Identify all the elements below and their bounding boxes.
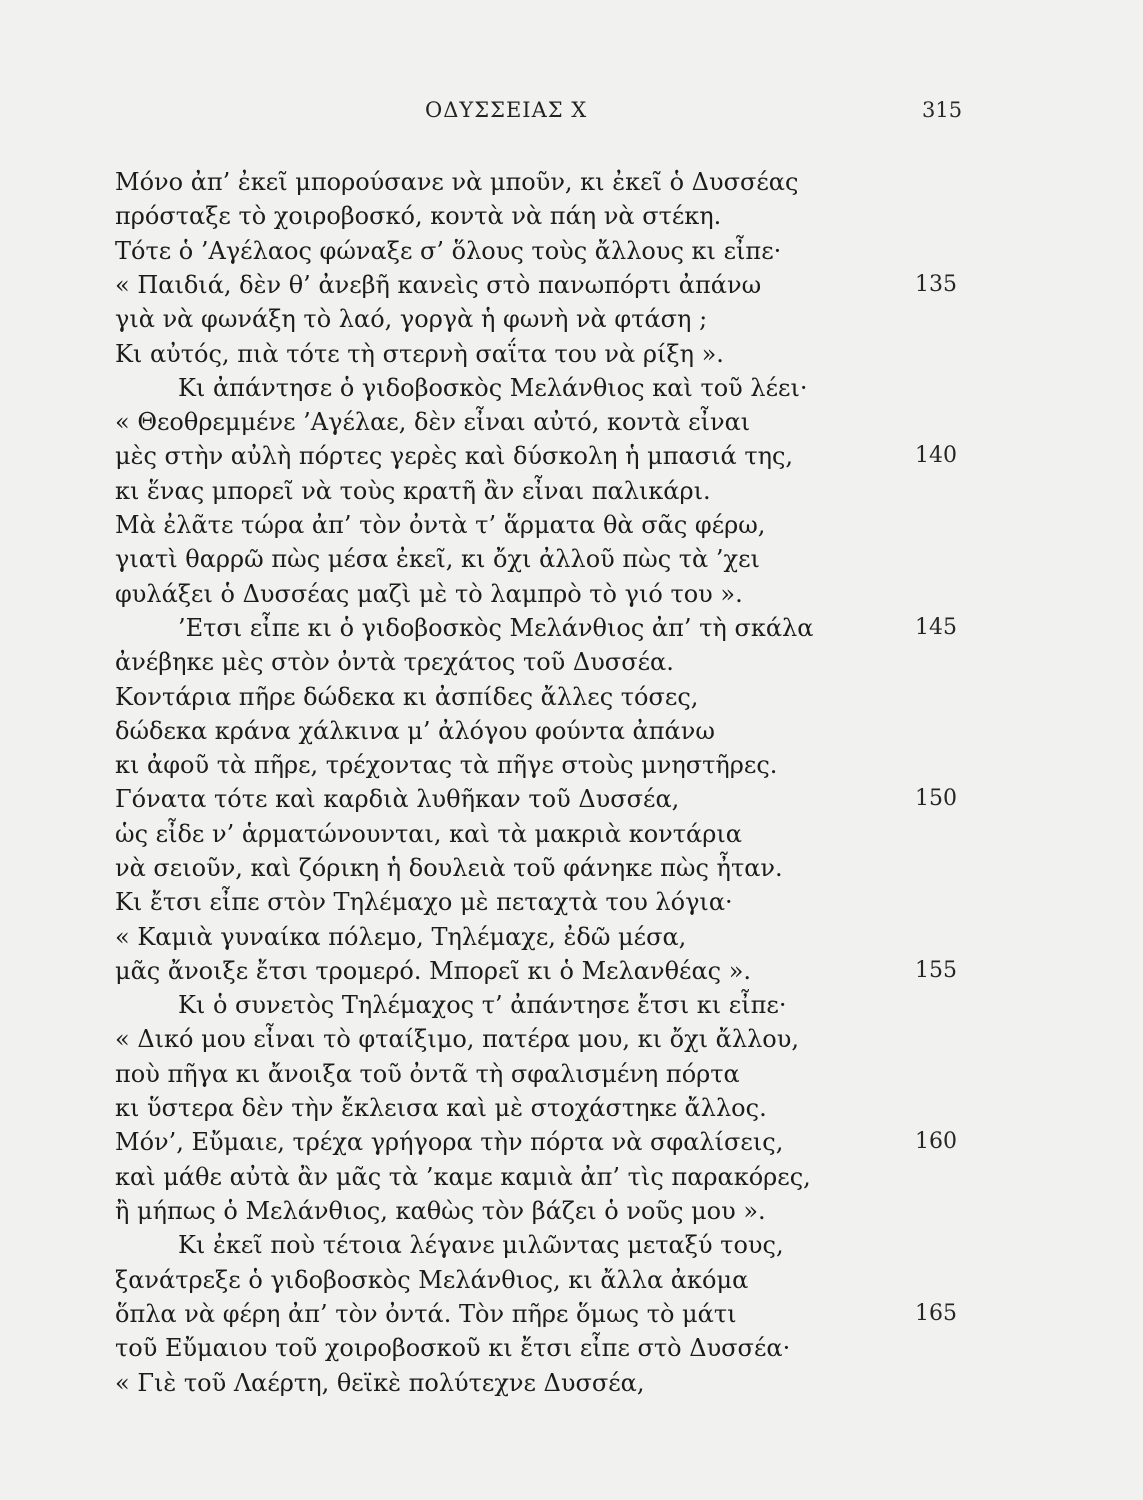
running-title: ΟΔΥΣΣΕΙΑΣ Χ <box>425 98 588 122</box>
verse-line: δώδεκα κράνα χάλκινα μ’ ἀλόγου φούντα ἀπάνω <box>115 717 715 745</box>
verse-line: ἢ μήπως ὁ Μελάνθιος, καθὼς τὸν βάζει ὁ νοῦς μου ». <box>115 1197 766 1225</box>
verse-line: φυλάξει ὁ Δυσσέας μαζὶ μὲ τὸ λαμπρὸ τὸ γιό του ». <box>115 580 743 608</box>
verse-line: Κι ὁ συνετὸς Τηλέμαχος τ’ ἀπάντησε ἔτσι κι εἶπε· <box>178 991 787 1019</box>
verse-line: κι ἕνας μπορεῖ νὰ τοὺς κρατῆ ἂν εἶναι παλικάρι. <box>115 477 711 505</box>
verse-line: ὅπλα νὰ φέρη ἀπ’ τὸν ὀντά. Τὸν πῆρε ὅμως τὸ μάτι <box>115 1300 737 1328</box>
verse-line: γιατὶ θαρρῶ πὼς μέσα ἐκεῖ, κι ὄχι ἀλλοῦ πὼς τὰ ’χει <box>115 545 760 573</box>
line-number: 140 <box>915 443 957 468</box>
verse-line: Μόν’, Εὔμαιε, τρέχα γρήγορα τὴν πόρτα νὰ σφαλίσεις, <box>115 1128 784 1156</box>
page-header <box>0 98 1143 134</box>
line-number: 135 <box>915 272 957 297</box>
verse-line: νὰ σειοῦν, καὶ ζόρικη ἡ δουλειὰ τοῦ φάνηκε πὼς ἦταν. <box>115 854 783 882</box>
verse-line: Κοντάρια πῆρε δώδεκα κι ἀσπίδες ἄλλες τόσες, <box>115 683 699 711</box>
verse-line: Κι αὐτός, πιὰ τότε τὴ στερνὴ σαΐτα του νὰ ρίξη ». <box>115 340 724 368</box>
verse-line: ’Ετσι εἶπε κι ὁ γιδοβοσκὸς Μελάνθιος ἀπ’ τὴ σκάλα <box>178 614 814 642</box>
verse-line: πρόσταξε τὸ χοιροβοσκό, κοντὰ νὰ πάη νὰ στέκη. <box>115 202 722 230</box>
verse-line: ὡς εἶδε ν’ ἁρματώνουνται, καὶ τὰ μακριὰ κοντάρια <box>115 820 742 848</box>
line-number: 145 <box>915 615 957 640</box>
verse-line: ἀνέβηκε μὲς στὸν ὀντὰ τρεχάτος τοῦ Δυσσέα. <box>115 648 674 676</box>
verse-line: « Δικό μου εἶναι τὸ φταίξιμο, πατέρα μου, κι ὄχι ἄλλου, <box>115 1025 799 1053</box>
verse-line: καὶ μάθε αὐτὰ ἂν μᾶς τὰ ’καμε καμιὰ ἀπ’ τὶς παρακόρες, <box>115 1163 811 1191</box>
verse-line: γιὰ νὰ φωνάξη τὸ λαό, γοργὰ ἡ φωνὴ νὰ φτάση ; <box>115 305 708 333</box>
verse-line: Κι ἐκεῖ ποὺ τέτοια λέγανε μιλῶντας μεταξύ τους, <box>178 1231 784 1259</box>
verse-line: « Γιὲ τοῦ Λαέρτη, θεϊκὲ πολύτεχνε Δυσσέα, <box>115 1369 645 1397</box>
verse-line: « Θεοθρεμμένε ’Αγέλαε, δὲν εἶναι αὐτό, κοντὰ εἶναι <box>115 408 751 436</box>
verse-line: Μόνο ἀπ’ ἐκεῖ μπορούσανε νὰ μποῦν, κι ἐκεῖ ὁ Δυσσέας <box>115 168 799 196</box>
verse-line: μὲς στὴν αὐλὴ πόρτες γερὲς καὶ δύσκολη ἡ μπασιά της, <box>115 442 794 470</box>
verse-line: μᾶς ἄνοιξε ἔτσι τρομερό. Μπορεῖ κι ὁ Μελανθέας ». <box>115 957 752 985</box>
verse-line: κι ὕστερα δὲν τὴν ἔκλεισα καὶ μὲ στοχάστηκε ἄλλος. <box>115 1094 767 1122</box>
line-number: 160 <box>915 1129 957 1154</box>
line-number: 155 <box>915 958 957 983</box>
verse-line: ξανάτρεξε ὁ γιδοβοσκὸς Μελάνθιος, κι ἄλλα ἀκόμα <box>115 1266 749 1294</box>
verse-line: « Παιδιά, δὲν θ’ ἀνεβῆ κανεὶς στὸ πανωπόρτι ἀπάνω <box>115 271 762 299</box>
line-number: 165 <box>915 1301 957 1326</box>
verse-line: Μὰ ἐλᾶτε τώρα ἀπ’ τὸν ὀντὰ τ’ ἅρματα θὰ σᾶς φέρω, <box>115 511 766 539</box>
verse-line: ποὺ πῆγα κι ἄνοιξα τοῦ ὀντᾶ τὴ σφαλισμένη πόρτα <box>115 1060 740 1088</box>
verse-line: Κι ἔτσι εἶπε στὸν Τηλέμαχο μὲ πεταχτὰ του λόγια· <box>115 888 733 916</box>
verse-line: κι ἀφοῦ τὰ πῆρε, τρέχοντας τὰ πῆγε στοὺς μνηστῆρες. <box>115 751 778 779</box>
verse-line: Γόνατα τότε καὶ καρδιὰ λυθῆκαν τοῦ Δυσσέα, <box>115 785 680 813</box>
verse-line: τοῦ Εὔμαιου τοῦ χοιροβοσκοῦ κι ἔτσι εἶπε στὸ Δυσσέα· <box>115 1334 791 1362</box>
page-number: 315 <box>922 98 963 122</box>
verse-line: Τότε ὁ ’Αγέλαος φώναξε σ’ ὅλους τοὺς ἄλλους κι εἶπε· <box>115 237 782 265</box>
verse-line: Κι ἀπάντησε ὁ γιδοβοσκὸς Μελάνθιος καὶ τοῦ λέει· <box>178 374 808 402</box>
verse-line: « Καμιὰ γυναίκα πόλεμο, Τηλέμαχε, ἐδῶ μέσα, <box>115 923 687 951</box>
line-number: 150 <box>915 786 957 811</box>
